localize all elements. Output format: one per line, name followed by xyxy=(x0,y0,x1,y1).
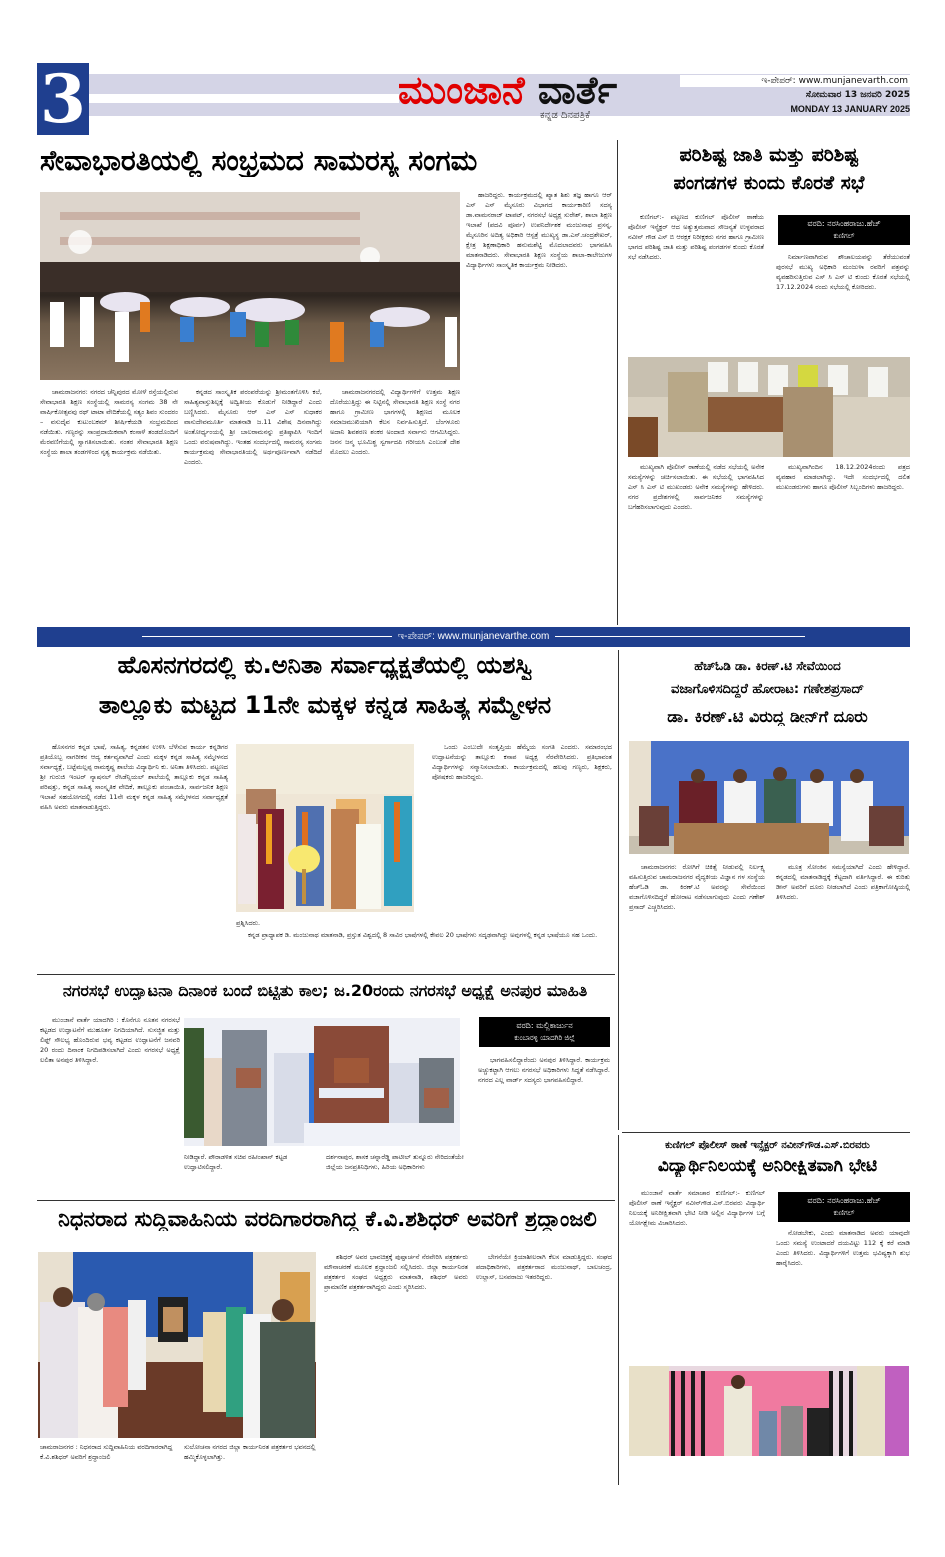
masthead-band-stripe xyxy=(89,94,399,103)
tribute-caption-left: ಚಾಮರಾಜನಗರ : ನಿಧನರಾದ ಸುದ್ದಿವಾಹಿನಿಯ ವರದಿಗಾರರಾಗಿದ್ದ ಕೆ.ವಿ.ಶಶಿಧರ್ ಅವರಿಗೆ ಶ್ರದ್ಧಾಂಜಲಿ xyxy=(40,1443,173,1461)
bar-line-left xyxy=(142,636,392,637)
sahitya-column-3: ಒಂದು ಎಂಬುದೇ ಸಂತೃಪ್ತಿಯ ಹೆಮ್ಮೆಯ ಸಂಗತಿ ಎಂದರು. ಸಮಾರಂಭದ ಉದ್ಘಾಟನೆಯನ್ನು ತಾಲ್ಲೂಕು ಕಸಾಪ ಅಧ್ಯಕ್ಷ ನೆರವೇರಿಸಿದರು. ಪ್ರತಿಭಾವಂತ ವಿದ್ಯಾರ್ಥಿಗಳನ್ನು ಸನ್ಮಾನಿಸಲಾಯಿತು. ಕಾರ್ಯಕ್ರಮದಲ್ಲಿ ಹಲವು ಗಣ್ಯರು, ಶಿಕ್ಷಕರು, ಪೋಷಕರು ಹಾಜರಿದ್ದರು. xyxy=(432,743,612,781)
seva-column-2: ಕನ್ನಡದ ಸಾಂಸ್ಕೃತಿಕ ಪರಂಪರೆಯನ್ನು ಶ್ರೀಮಂತಗೊಳಿಸಿ ಕಲೆ, ಸಾಹಿತ್ಯವಾಸ್ತುಶಿಲ್ಪಕ್ಕೆ ಅದ್ವಿತೀಯ ಕೊಡುಗೆ ನೀಡಿದ್ದಾರೆ ಎಂದು ಬಣ್ಣಿಸಿದರು. ಮೈಸೂರು ಆರ್ ಎಸ್ ಎಸ್ ಸುಧಾಕರ ವಾಸುದೇವಮೂರ್ತಿ ಮಾತನಾಡಿ ಜ.11 ವಿಶೇಷ ದಿನವಾಗಿದ್ದು ಅಂತೋರ್ಧ್ಯಂಯಲ್ಲಿ ಶ್ರೀ ಬಾಲರಾಮನನ್ನು ಪ್ರತಿಷ್ಠಾಪಿಸಿ ಇಂದಿಗೆ ಒಂದು ವರುಷವಾಗಿದ್ದು. ಇಂತಹ ಸಂದರ್ಭದಲ್ಲಿ ಸಾಮರಸ್ಯ ಸಂಗಮ ಕಾರ್ಯಕ್ರಮವು ಸೇವಾಭಾರತಿಯಲ್ಲಿ ಅರ್ಥಪೂರ್ಣವಾಗಿ ನಡೆದಿದೆ ಎಂದರು. xyxy=(184,388,322,466)
column-divider xyxy=(617,140,618,625)
tribute-column-1: ಶಶಿಧರ್ ಅವರ ಭಾವಚಿತ್ರಕ್ಕೆ ಪುಷ್ಪಾರ್ಚನೆ ನೆರವೇರಿಸಿ ಪತ್ರಕರ್ತರು ಮೌನಾಚರಣೆ ಮೂಲಕ ಶ್ರದ್ಧಾಂಜಲಿ ಸಲ್ಲಿಸಿದರು. ಜಿಲ್ಲಾ ಕಾರ್ಯನಿರತ ಪತ್ರಕರ್ತರ ಸಂಘದ ಅಧ್ಯಕ್ಷರು ಮಾತನಾಡಿ, ಶಶಿಧರ್ ಅವರು ಪ್ರಾಮಾಣಿಕ ಪತ್ರಕರ್ತರಾಗಿದ್ದರು ಎಂದು ಸ್ಮರಿಸಿದರು. xyxy=(324,1253,468,1291)
photo-hostel-visit-art xyxy=(629,1366,909,1456)
sahitya-caption: ಪ್ರಶ್ನಿಸಿದರು. xyxy=(236,919,261,927)
headline-deen-1: ಹೆಚ್‌ಓಡಿ ಡಾ. ಕಿರಣ್.ಟಿ ಸೇವೆಯಿಂದ xyxy=(694,660,841,673)
photo-lamp-lighting xyxy=(236,744,414,912)
photo-police-meeting-art xyxy=(628,357,910,457)
photo-lamp-lighting-art xyxy=(236,744,414,912)
byline-name: ವರದಿ: ನರಸಿಂಹರಾಜು.ಹೆಚ್ xyxy=(807,1196,881,1205)
byline-place: ಕುಂಬಾರಳ್ಳಿ ಯಾದಗಿರಿ ಜಿಲ್ಲೆ xyxy=(514,1034,575,1042)
scst-column-3: ಮುಖ್ಯವಾಗಿ ಪೊಲೀಸ್ ಠಾಣೆಯಲ್ಲಿ ನಡೆದ ಸಭೆಯಲ್ಲಿ ಅನೇಕ ಸಮಸ್ಯೆಗಳನ್ನು ಚರ್ಚಿಸಲಾಯಿತು. ಈ ಸಭೆಯಲ್ಲಿ ಭಾಗವಹಿಸಿದ ಎಸ್ ಸಿ ಎಸ್ ಟಿ ಮುಖಂಡರು ಅನೇಕ ಸಮಸ್ಯೆಗಳನ್ನು ಹೇಳಿದರು. ನಗರ ಪ್ರದೇಶಗಳಲ್ಲಿ ಸಾರ್ವಜನಿಕರ ಸಮಸ್ಯೆಗಳನ್ನು ಬಗೆಹರಿಸಲಾಗುವುದು ಎಂದರು. xyxy=(628,463,764,511)
scst-column-2: ನಿರ್ಮಾಣವಾಗಿರುವ ಶೌಚಾಲಯವನ್ನು ತೆರೆಯುವಂತೆ ಪುರಸಭೆ ಮುಖ್ಯ ಅಧಿಕಾರಿ ಮಂಜುಳಾ ರವರಿಗೆ ಪತ್ರವನ್ನು ವ್ಯವಹರಿಸುತ್ತಿರುವ ಎಸ್ ಸಿ ಎಸ್ ಟಿ ಕುಂದು ಕೊರತೆ ಸಭೆಯಲ್ಲಿ 17.12.2024 ರಂದು ಸಭೆಯಲ್ಲಿ ಕೋರಿದರು. xyxy=(776,253,910,291)
photo-press-meet-art xyxy=(629,741,909,854)
headline-seva: ಸೇವಾಭಾರತಿಯಲ್ಲಿ ಸಂಭ್ರಮದ ಸಾಮರಸ್ಯ ಸಂಗಮ xyxy=(40,145,478,177)
kicker-vidyarthi: ಕುಣಿಗಲ್ ಪೊಲೀಸ್ ಠಾಣೆ ಇನ್ಸ್ಪೆಕ್ಟರ್ ನವೀನ್‌ಗೌಡ.ಎಸ್.ಬಿರವರು xyxy=(665,1140,870,1151)
headline-scst-1: ಪರಿಶಿಷ್ಟ ಜಾತಿ ಮತ್ತು ಪರಿಶಿಷ್ಟ xyxy=(679,145,859,166)
headline-sahitya-1: ಹೊಸನಗರದಲ್ಲಿ ಕು.ಅನಿತಾ ಸರ್ವಾಧ್ಯಕ್ಷತೆಯಲ್ಲಿ ಯಶಸ್ವಿ xyxy=(117,652,533,679)
headline-deen-3: ಡಾ. ಕಿರಣ್.ಟಿ ವಿರುದ್ಧ ಡೀನ್‌ಗೆ ದೂರು xyxy=(667,708,868,726)
page-number: 3 xyxy=(37,63,89,135)
sahitya-column-2: ಕನ್ನಡ ಪ್ರಾಧ್ಯಾಪಕ ಡಿ. ಮಂಜುನಾಥ ಮಾತನಾಡಿ, ಪ್ರಸ್ತುತ ವಿಶ್ವದಲ್ಲಿ 8 ಸಾವಿರ ಭಾಷೆಗಳಲ್ಲಿ ಕೇವಲ 20 ಭಾಷೆಗಳು ಸದೃಢವಾಗಿದ್ದು ಅವುಗಳಲ್ಲಿ ಕನ್ನಡ ಭಾಷೆಯೂ ಸಹ ಒಂದು. xyxy=(248,931,598,939)
headline-sahitya-2: ತಾಲ್ಲೂಕು ಮಟ್ಟದ 11ನೇ ಮಕ್ಕಳ ಕನ್ನಡ ಸಾಹಿತ್ಯ ಸಮ್ಮೇಳನ xyxy=(98,692,552,719)
seva-column-1: ಚಾಮರಾಜನಗರ: ನಗರದ ಚೆನ್ನಿಪುರದ ಮೋಳೆ ರಸ್ತೆಯಲ್ಲಿರುವ ಸೇವಾಭಾರತಿ ಶಿಕ್ಷಣ ಸಂಸ್ಥೆಯಲ್ಲಿ ಸಾಮರಸ್ಯ ಸಂಗಮ 38 ನೇ ವಾರ್ಷಿಕೋತ್ಸವವು ರಥ್ ಟಾಟಾ ವೇದಿಕೆಯಲ್ಲಿ ಸತ್ಯಂ ಶಿವಂ ಸುಂದರಂ – ವಸುದೈವ ಕುಟುಂಬಕಮ್ ಶೀರ್ಷಿಕೆಯಡಿ ಸಂಭ್ರಮದಿಂದ ನಡೆಯಿತು. ಗಣ್ಯರನ್ನು ಸಾಂಪ್ರದಾಯಿಕವಾಗಿ ಕಂಸಾಳೆ ತಂಡದೊಂದಿಗೆ ಮೆರವಣಿಗೆಯಲ್ಲಿ ಸ್ವಾಗತಿಸಲಾಯಿತು. ನಂತರ ಸೇವಾಭಾರತಿ ಶಿಕ್ಷಣ ಸಂಸ್ಥೆಯ ಶಾಲಾ ತಂಡಗಳಿಂದ ನೃತ್ಯ ಕಾರ್ಯಕ್ರಮ ನಡೆಯಿತು. xyxy=(40,388,178,456)
headline-vidyarthi: ವಿದ್ಯಾರ್ಥಿನಿಲಯಕ್ಕೆ ಅನಿರೀಕ್ಷಿತವಾಗಿ ಭೇಟಿ xyxy=(657,1157,878,1176)
photo-hostel-visit xyxy=(629,1366,909,1456)
epaper-link[interactable]: ಇ-ಪೇಪರ್: www.munjanevarth.com xyxy=(680,75,910,87)
nagarasabhe-byline xyxy=(479,1017,610,1047)
tagline: ಕನ್ನಡ ದಿನಪತ್ರಿಕೆ xyxy=(540,110,591,121)
date-english: MONDAY 13 JANUARY 2025 xyxy=(790,104,910,114)
nagarasabhe-column-3: ಭಾಗವಹಿಸಲಿದ್ದಾರೆಂದು ಅನಪುರ ತಿಳಿಸಿದ್ದಾರೆ. ಕಾರ್ಯಕ್ರಮ ಅಚ್ಚುಕಟ್ಟಾಗಿ ಆಗಲು ನಗರಸಭೆ ಅಧಿಕಾರಿಗಳು ಸಿದ್ಧತೆ ನಡೆಸಿದ್ದಾರೆ. ನಗರದ ಎಲ್ಲ ವಾರ್ಡ್ ಸದಸ್ಯರು ಭಾಗವಹಿಸಲಿದ್ದಾರೆ. xyxy=(478,1056,610,1084)
headline-shraddhanjali: ನಿಧನರಾದ ಸುದ್ದಿವಾಹಿನಿಯ ವರದಿಗಾರರಾಗಿದ್ದ ಕೆ.ವಿ.ಶಶಿಧರ್ ಅವರಿಗೆ ಶ್ರದ್ಧಾಂಜಲಿ xyxy=(58,1207,597,1231)
photo-council-building-art xyxy=(184,1018,460,1146)
tribute-caption-right: ಸುಲೋಚನಾ ನಗರದ ಜಿಲ್ಲಾ ಕಾರ್ಯನಿರತ ಪತ್ರಕರ್ತರ ಭವನದಲ್ಲಿ ಹಮ್ಮಿಕೊಳ್ಳಲಾಗಿತ್ತು. xyxy=(184,1443,316,1461)
headline-deen-2: ವಜಾಗೊಳಿಸದಿದ್ದರೆ ಹೋರಾಟ: ಗಣೇಶಪ್ರಸಾದ್ xyxy=(670,683,865,697)
photo-press-meet xyxy=(629,741,909,854)
vidyarthi-column-1: ಮುಂಜಾನೆ ವಾರ್ತೆ ಸಮಾಚಾರ ಕುಣಿಗಲ್:- ಕುಣಿಗಲ್ ಪೊಲೀಸ್ ಠಾಣೆ ಇನ್ಸ್ಪೆಕ್ಟರ್ ನವೀನ್‌ಗೌಡ.ಎಸ್.ಬಿರವರು ವಿದ್ಯಾರ್ಥಿ ನಿಲಯಕ್ಕೆ ಅನಿರೀಕ್ಷಿತವಾಗಿ ಭೇಟಿ ನೀಡಿ ಅಲ್ಲಿನ ವಿದ್ಯಾರ್ಥಿಗಳ ಬಗ್ಗೆ ಯೋಗಕ್ಷೇಮ ವಿಚಾರಿಸಿದರು. xyxy=(629,1189,765,1227)
section-rule-2 xyxy=(37,1200,615,1201)
headline-scst-2: ಪಂಗಡಗಳ ಕುಂದು ಕೊರತೆ ಸಭೆ xyxy=(673,173,865,194)
vidyarthi-column-2: ನೋಡಬೇಕು, ಎಂದು ಮಾತನಾಡಿದ ಅವರು ಯಾವುದೇ ಒಂದು ಸಮಸ್ಯೆ ಉಂಟಾದರೆ ದಯವಿಟ್ಟು 112 ಕ್ಕೆ ಕರೆ ಮಾಡಿ ಎಂದು ತಿಳಿಸಿದರು. ವಿದ್ಯಾರ್ಥಿಗಳಿಗೆ ಉತ್ತಮ ಭವಿಷ್ಯಕ್ಕಾಗಿ ಶುಭ ಹಾರೈಸಿದರು. xyxy=(776,1229,910,1267)
photo-dance xyxy=(40,192,460,380)
deen-column-2: ಮೂತ್ರ ಸೋಂಕಿನ ಸಮಸ್ಯೆಯಾಗಿದೆ ಎಂದು ಹೇಳಿದ್ದಾರೆ. ಕನ್ನಡದಲ್ಲಿ ಮಾತನಾಡಿದ್ದಕ್ಕೆ ಕೆಟ್ಟದಾಗಿ ವರ್ತಿಸಿದ್ದಾರೆ. ಈ ಕುರಿತು ಡೀನ್ ಅವರಿಗೆ ದೂರು ನೀಡಲಾಗಿದೆ ಎಂದು ಪತ್ರಿಕಾಗೋಷ್ಠಿಯಲ್ಲಿ ತಿಳಿಸಿದರು. xyxy=(776,863,910,901)
scst-column-4: ಮುಖ್ಯವಾಗಿಂದಿನ 18.12.2024ರಂದು ಪತ್ರದ ವ್ಯವಹಾರ ಮಾಡಲಾಗಿದ್ದು. ಇದೇ ಸಂದರ್ಭದಲ್ಲಿ ದಲಿತ ಮುಖಂಡರುಗಳು ಹಾಗೂ ಪೊಲೀಸ್ ಸಿಬ್ಬಂದಿಗಳು ಹಾಜರಿದ್ದರು. xyxy=(776,463,910,491)
seva-column-4: ಹಾಜರಿದ್ದರು. ಕಾರ್ಯಕ್ರಮದಲ್ಲಿ ಖ್ಯಾತ ಶಿಶು ತಜ್ಞ ಹಾಗೂ ಆರ್ ಎಸ್ ಎಸ್ ಮೈಸೂರು ವಿಭಾಗದ ಕಾರ್ಯಕಾರಿಣಿ ಸದಸ್ಯ ಡಾ.ವಾಮನರಾಜ್ ಟಾಪಟ್, ನಗರಸಭೆ ಅಧ್ಯಕ್ಷ ಸುರೇಶ್, ಶಾಲಾ ಶಿಕ್ಷಣ ಇಲಾಖೆ (ಪದವಿ ಪೂರ್ವ) ಉಪನಿರ್ದೇಶಕ ಮಂಜುನಾಥ ಪ್ರಸನ್ನ, ಮೈಸೂರಿನ ಅದಿತ್ಯ ಅಧಿಕಾರಿ ಆಸ್ಪತ್ರೆ ಮುಖ್ಯಸ್ಥ ಡಾ.ಎಸ್.ಚಂದ್ರಶೇಖರ್, ಕ್ಷೇತ್ರ ಶಿಕ್ಷಣಾಧಿಕಾರಿ ಹನುಮಶೆಟ್ಟಿ ಮೊದಲಾದವರು ಭಾಗವಹಿಸಿ ಮಾತನಾಡಿದರು. ಸೇವಾಭಾರತಿ ಶಿಕ್ಷಣ ಸಂಸ್ಥೆಯ ಶಾಲಾ-ಕಾಲೇಜುಗಳ ವಿದ್ಯಾರ್ಥಿಗಳು ಸಾಂಸ್ಕೃತಿಕ ಕಾರ್ಯಕ್ರಮ ನೀಡಿದರು. xyxy=(466,191,612,269)
section-rule-right xyxy=(622,1132,910,1133)
newspaper-logo xyxy=(398,68,660,112)
section-rule xyxy=(37,974,615,975)
bar-line-right xyxy=(555,636,805,637)
epaper-separator-text[interactable]: ಇ-ಪೇಪರ್: www.munjanevarthe.com xyxy=(397,631,550,642)
byline-name: ವರದಿ: ಮಲ್ಲಿಕಾರ್ಜುನ xyxy=(516,1021,573,1030)
byline-place: ಕುಣಿಗಲ್ xyxy=(833,1209,855,1217)
deen-column-1: ಚಾಮರಾಜನಗರ: ರೋಗಿಗೆ ಚಿಕಿತ್ಸೆ ನೀಡುವಲ್ಲಿ ನಿರ್ಲಕ್ಷ್ಯ ವಹಿಸುತ್ತಿರುವ ಚಾಮರಾಜನಗರ ವೈದ್ಯಕೀಯ ವಿಜ್ಞಾನ ಗಳ ಸಂಸ್ಥೆಯ ಹೆಚ್‌ಓಡಿ ಡಾ. ಕಿರಣ್.ಟಿ ಅವರನ್ನು ಸೇವೆಯಿಂದ ವಜಾಗೊಳಿಸದಿದ್ದರೆ ಹೋರಾಟ ನಡೆಸಲಾಗುವುದು ಎಂದು ಗಣೇಶ್ ಪ್ರಸಾದ್ ಎಚ್ಚರಿಸಿದರು. xyxy=(629,863,765,911)
nagarasabhe-caption-right: ದರ್ಶನಾಪುರ, ಶಾಸಕ ಚನ್ನಾರೆಡ್ಡಿ ಪಾಟೀಲ್ ತುನ್ನೂರು ನೇರಿದಂತೆಯೇ ಜಿಲ್ಲೆಯ ಜನಪ್ರತಿನಿಧಿಗಳು, ಹಿರಿಯ ಅಧಿಕಾರಿಗಳು xyxy=(326,1153,464,1171)
nagarasabhe-caption-left: ನೀಡಿದ್ದಾರೆ. ಪೌರಾಡಳಿತ ಸಚಿವ ರಹೀಂಖಾನ್ ಕಟ್ಟಡ ಉದ್ಘಾಟಿಸಲಿದ್ದಾರೆ. xyxy=(184,1153,288,1171)
logo-part1: ಮುಂಜಾನೆ xyxy=(398,68,525,112)
column-divider-2 xyxy=(618,650,619,1130)
headline-nagarasabhe: ನಗರಸಭೆ ಉದ್ಘಾಟನಾ ದಿನಾಂಕ ಬಂದೆ ಬಿಟ್ಟಿತು ಕಾಲ; ಜ.20ರಂದು ನಗರಸಭೆ ಅಧ್ಯಕ್ಷೆ ಅನಪುರ ಮಾಹಿತಿ xyxy=(62,982,588,1000)
photo-dance-art xyxy=(40,192,460,380)
tribute-column-2: ಬೇಗನೆಯೇ ಕ್ರಿಯಾಶೀಲರಾಗಿ ಕೆಲಸ ಮಾಡುತ್ತಿದ್ದರು. ಸಂಘದ ಪದಾಧಿಕಾರಿಗಳು, ಪತ್ರಕರ್ತರಾದ ಮಂಜುನಾಥ್, ಬಾಲಚಂದ್ರ, ಉಲ್ಲಾಸ್, ಬಸವರಾಜು ಇತರರಿದ್ದರು. xyxy=(476,1253,612,1281)
logo-part2: ವಾರ್ತೆ xyxy=(537,68,618,112)
sahitya-column-1: ಹೊಸನಗರ ಕನ್ನಡ ಭಾಷೆ, ಸಾಹಿತ್ಯ, ಕನ್ನಡತನ ಉಳಿಸಿ ಬೆಳೆಸುವ ಕಾರ್ಯ ಕನ್ನಡಿಗರ ಪ್ರತಿಯೊಬ್ಬ ನಾಗರೀಕನ ಆದ್ಯ ಕರ್ತವ್ಯವಾಗಿದೆ ಎಂದು ಮಕ್ಕಳ ಕನ್ನಡ ಸಾಹಿತ್ಯ ಸಮ್ಮೇಳನದ ಸರ್ವಾಧ್ಯಕ್ಷೆ, ಬಟ್ಟೆಮಲ್ಲಪ್ಪ ರಾಮಕೃಷ್ಣ ಶಾಲೆಯ ವಿದ್ಯಾರ್ಥಿನಿ ಕು. ಅನಿತಾ ತಿಳಿಸಿದರು. ಪಟ್ಟಣದ ಶ್ರೀ ಗುರುಜಿ ಇಂಟರ್ ನ್ಯಾಷನಲ್ ರೆಸಿಡೆನ್ಸಿಯಲ್ ಶಾಲೆಯಲ್ಲಿ ತಾಲ್ಲೂಕು ಕನ್ನಡ ಸಾಹಿತ್ಯ ಪರಿಷತ್ತು, ಕನ್ನಡ ಸಾಹಿತ್ಯ ಸಾಂಸ್ಕೃತಿಕ ವೇದಿಕೆ, ತಾಲ್ಲೂಕು ಪಂಚಾಯಿತಿ, ಸಾರ್ವಜನಿಕ ಶಿಕ್ಷಣ ಇಲಾಖೆ ಸಹಯೋಗದಲ್ಲಿ ನಡೆದ 11ನೇ ಮಕ್ಕಳ ಕನ್ನಡ ಸಾಹಿತ್ಯ ಸಮ್ಮೇಳನದ ಸರ್ವಾಧ್ಯಕ್ಷತೆ ವಹಿಸಿ ಅವರು ಮಾತನಾಡುತ್ತಿದ್ದರು. xyxy=(40,743,228,811)
nagarasabhe-column-1: ಮುಂಜಾನೆ ವಾರ್ತೆ ಯಾದಗಿರಿ : ಕೊನೆಗೂ ನೂತನ ನಗರಸಭೆ ಕಟ್ಟಡದ ಉದ್ಘಾಟನೆಗೆ ಮುಹೂರ್ತ ನಿಗದಿಯಾಗಿದೆ. ಸುಸಜ್ಜಿತ ಮತ್ತು ಲಿಫ್ಟ್ ಸೌಲಭ್ಯ ಹೊಂದಿರುವ ಭವ್ಯ ಕಟ್ಟಡದ ಉದ್ಘಾಟನೆಗೆ ಜನವರಿ 20 ರಂದು ದಿನಾಂಕ ನಿಗದಿಪಡಿಸಲಾಗಿದೆ ಎಂದು ನಗರಸಭೆ ಅಧ್ಯಕ್ಷೆ ಲಲಿತಾ ಅನಪುರ ತಿಳಿಸಿದ್ದಾರೆ. xyxy=(40,1016,180,1064)
byline-name: ವರದಿ: ನರಸಿಂಹರಾಜು.ಹೆಚ್ xyxy=(807,219,881,228)
vidyarthi-byline xyxy=(778,1192,910,1222)
column-divider-3 xyxy=(618,1135,619,1485)
seva-column-3: ಚಾಮರಾಜನಗರದಲ್ಲಿ ವಿದ್ಯಾರ್ಥಿಗಳಿಗೆ ಉತ್ತಮ ಶಿಕ್ಷಣ ದೊರೆಯುತ್ತಿದ್ದು ಈ ನಿಟ್ಟಿನಲ್ಲಿ ಸೇವಾಭಾರತಿ ಶಿಕ್ಷಣ ಸಂಸ್ಥೆ ನಗರ ಹಾಗೂ ಗ್ರಾಮೀಣ ಭಾಗಗಳಲ್ಲಿ ಶಿಕ್ಷಣದ ಮೂಲಕ ಸಮಾಜಮುಖಿಯಾಗಿ ಕೆಲಸ ನಿರ್ವಹಿಸುತ್ತಿದೆ. ಬೆಂಗಳೂರು ಅದಾನಿ ಶಿವಶರಣ ಶಂಕರ ಅಂದಾಜಿ ಸರ್ವಾನು ಆಗಮಿಸಿದ್ದರು. ಜನನ ಜನ್ಮ ಭೂಮಿಶ್ಚ ಸ್ವರ್ಗಾದಪಿ ಗರೀಯಸಿ ಎಂಬಂತೆ ದೇಶ ಮೊದಲು ಎಂದರು. xyxy=(330,388,460,456)
photo-council-building xyxy=(184,1018,460,1146)
byline-place: ಕುಣಿಗಲ್ xyxy=(833,232,855,240)
photo-tribute-art xyxy=(38,1252,316,1438)
photo-tribute xyxy=(38,1252,316,1438)
photo-police-meeting xyxy=(628,357,910,457)
date-kannada: ಸೋಮವಾರ 13 ಜನವರಿ 2025 xyxy=(805,90,910,100)
epaper-separator-bar xyxy=(37,627,910,647)
scst-column-1: ಕುಣಿಗಲ್:- ಪಟ್ಟಣದ ಕುಣಿಗಲ್ ಪೊಲೀಸ್ ಠಾಣೆಯ ಪೊಲೀಸ್ ಇನ್ಸ್ಪೆಕ್ಟರ್ ಆದ ಅತ್ಯುತ್ತಮವಾದ ಸೌಜನ್ಯತೆ ಉಳ್ಳವರಾದ ನವೀನ್ ಗೌಡ ಎಸ್ ಬಿ ಆರಕ್ಷಕ ನಿರೀಕ್ಷಕರು ನಗರ ಹಾಗೂ ಗ್ರಾಮೀಣ ಭಾಗದ ಪರಿಶಿಷ್ಟ ಜಾತಿ ಮತ್ತು ಪರಿಶಿಷ್ಟ ಪಂಗಡಗಳ ಕುಂದು ಕೊರತೆ ಸಭೆ ನಡೆಸಿದರು. xyxy=(628,213,764,261)
scst-byline xyxy=(778,215,910,245)
